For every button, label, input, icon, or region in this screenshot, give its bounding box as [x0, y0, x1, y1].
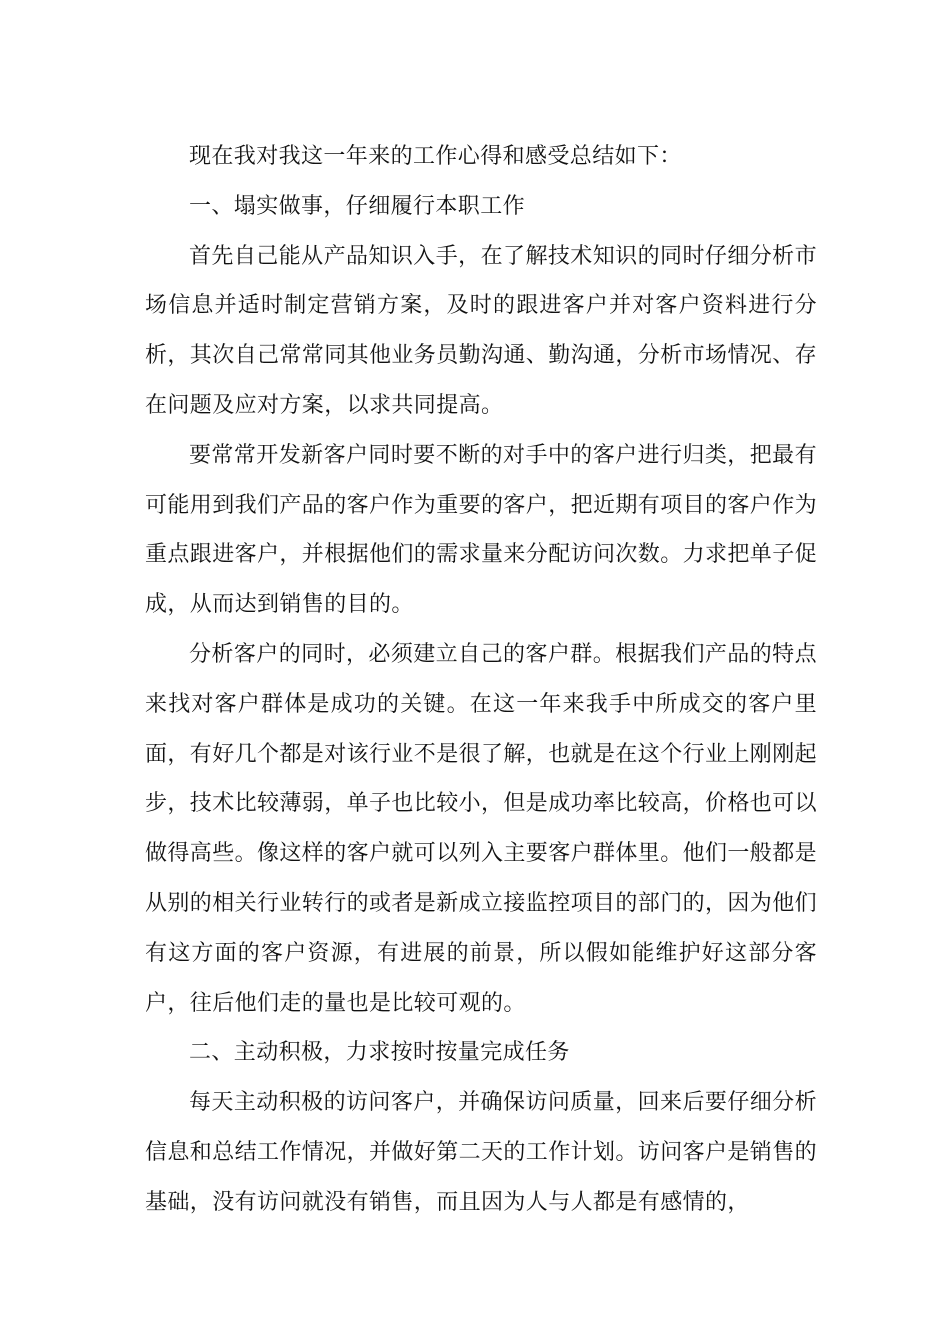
- intro-paragraph: 现在我对我这一年来的工作心得和感受总结如下：: [189, 144, 682, 169]
- document-body: [145, 132, 817, 1228]
- section-heading-2: 二、主动积极，力求按时按量完成任务: [189, 1040, 570, 1066]
- body-paragraph: 首先自己能从产品知识入手，在了解技术知识的同时仔细分析市场信息并适时制定营销方案，及时的跟进客户并对客户资料进行分析，其次自己常常同其他业务员勤沟通、勤沟通，分析市场情况、存在问题及应对方案，以求共同提高。: [145, 243, 818, 418]
- section-heading-1: 一、塌实做事，仔细履行本职工作: [189, 193, 526, 219]
- body-paragraph: 分析客户的同时，必须建立自己的客户群。根据我们产品的特点来找对客户群体是成功的关键。在这一年来我手中所成交的客户里面，有好几个都是对该行业不是很了解，也就是在这个行业上刚刚起步，技术比较薄弱，单子也比较小，但是成功率比较高，价格也可以做得高些。像这样的客户就可以列入主要客户群体里。他们一般都是从别的相关行业转行的或者是新成立接监控项目的部门的，因为他们有这方面的客户资源，有进展的前景，所以假如能维护好这部分客户，往后他们走的量也是比较可观的。: [145, 641, 818, 1016]
- body-paragraph: 每天主动积极的访问客户，并确保访问质量，回来后要仔细分析信息和总结工作情况，并做好第二天的工作计划。访问客户是销售的基础，没有访问就没有销售，而且因为人与人都是有感情的，: [145, 1090, 818, 1215]
- body-paragraph: 要常常开发新客户同时要不断的对手中的客户进行归类，把最有可能用到我们产品的客户作为重要的客户，把近期有项目的客户作为重点跟进客户，并根据他们的需求量来分配访问次数。力求把单子促成，从而达到销售的目的。: [145, 442, 818, 618]
